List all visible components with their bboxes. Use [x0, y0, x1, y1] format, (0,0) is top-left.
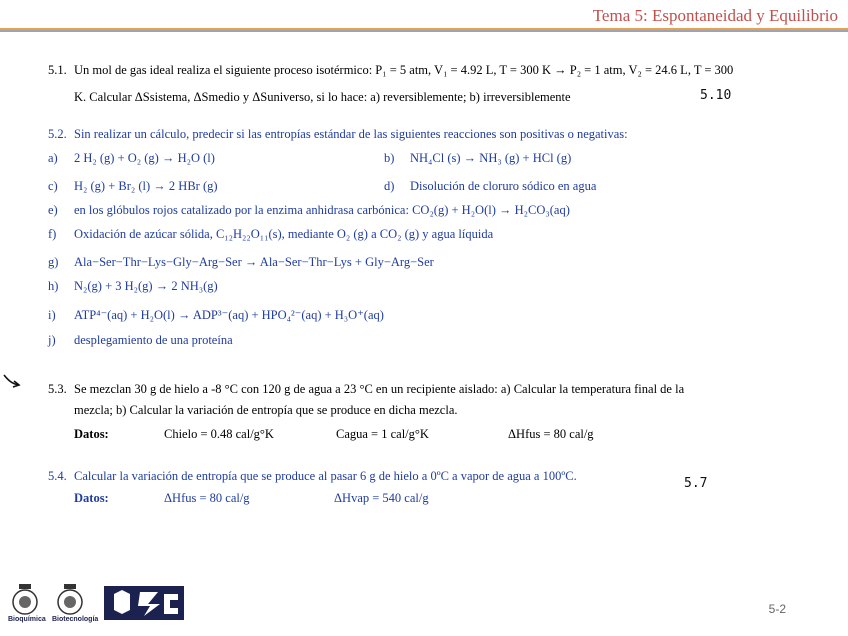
item-label: b)	[384, 151, 395, 165]
problem-number: 5.2.	[48, 127, 67, 141]
item-text: NH₄Cl (s) → NH₃ (g) + HCl (g)	[410, 151, 572, 165]
logo-label: Biotecnología	[52, 616, 99, 623]
footer-logos	[8, 580, 188, 636]
page-number: 5-2	[768, 602, 786, 616]
logo-label: Bioquímica	[8, 616, 46, 623]
problem-5-3-line2	[74, 402, 458, 418]
item-c	[48, 178, 218, 194]
item-label: h)	[48, 279, 59, 293]
item-label: a)	[48, 151, 58, 165]
problem-text: Un mol de gas ideal realiza el siguiente proceso isotérmico: P₁ = 5 atm, V₁ = 4.92 L, T = 300 K → P₂ = 1 atm, V₂ = 24.6 L, T = 300	[74, 63, 734, 77]
item-b	[384, 150, 571, 166]
item-text: Ala−Ser−Thr−Lys−Gly−Arg−Ser → Ala−Ser−Thr−Lys + Gly−Arg−Ser	[74, 255, 434, 269]
datos-value: ΔHvap = 540 cal/g	[334, 491, 429, 505]
item-label: c)	[48, 179, 58, 193]
datos-value: ΔHfus = 80 cal/g	[508, 427, 594, 441]
item-g	[48, 254, 434, 270]
problem-5-4-line1	[48, 468, 577, 484]
handwritten-arrow-icon	[2, 372, 24, 390]
problem-5-1-line1	[48, 62, 733, 78]
item-label: g)	[48, 255, 59, 269]
problem-5-3-datos	[74, 426, 109, 442]
item-f	[48, 226, 493, 242]
item-label: f)	[48, 227, 57, 241]
handwritten-note: 5.10	[700, 88, 732, 103]
item-h	[48, 278, 218, 294]
item-i	[48, 307, 384, 323]
item-text: H₂ (g) + Br₂ (l) → 2 HBr (g)	[74, 179, 218, 193]
item-e	[48, 202, 570, 218]
item-a	[48, 150, 215, 166]
problem-5-3-line1	[48, 381, 684, 397]
header-title: Tema 5: Espontaneidad y Equilibrio	[592, 6, 838, 25]
problem-5-2-intro	[48, 126, 628, 142]
problem-5-4-datos	[74, 490, 109, 506]
problem-text: Sin realizar un cálculo, predecir si las entropías estándar de las siguientes reacciones son positivas o negativas:	[74, 127, 628, 141]
item-j	[48, 332, 233, 348]
problem-number: 5.3.	[48, 382, 67, 396]
item-label: e)	[48, 203, 58, 217]
item-text: ATP⁴⁻(aq) + H₂O(l) → ADP³⁻(aq) + HPO₄²⁻(aq) + H₃O⁺(aq)	[74, 308, 384, 322]
problem-text: Se mezclan 30 g de hielo a -8 °C con 120 g de agua a 23 °C en un recipiente aislado: a) Calcular la temperatura final de la	[74, 382, 685, 396]
datos-label: Datos:	[74, 427, 109, 441]
datos-value: Chielo = 0.48 cal/g°K	[164, 427, 274, 441]
item-text: Disolución de cloruro sódico en agua	[410, 179, 597, 193]
item-label: j)	[48, 333, 56, 347]
item-text: 2 H₂ (g) + O₂ (g) → H₂O (l)	[74, 151, 215, 165]
university-logos-icon	[8, 580, 188, 632]
item-text: desplegamiento de una proteína	[74, 333, 233, 347]
problem-text: mezcla; b) Calcular la variación de entropía que se produce en dicha mezcla.	[74, 403, 458, 417]
item-label: i)	[48, 308, 56, 322]
problem-text: K. Calcular ΔSsistema, ΔSmedio y ΔSuniverso, si lo hace: a) reversiblemente; b) irreversiblemente	[74, 90, 571, 104]
header-rule	[0, 28, 848, 32]
item-text: N₂(g) + 3 H₂(g) → 2 NH₃(g)	[74, 279, 218, 293]
handwritten-note: 5.7	[684, 476, 708, 491]
problem-number: 5.4.	[48, 469, 67, 483]
datos-label: Datos:	[74, 491, 109, 505]
item-d	[384, 178, 596, 194]
item-text: Oxidación de azúcar sólida, C₁₂H₂₂O₁₁(s), mediante O₂ (g) a CO₂ (g) y agua líquida	[74, 227, 494, 241]
problem-number: 5.1.	[48, 63, 67, 77]
problem-5-1-line2	[74, 89, 571, 105]
item-text: en los glóbulos rojos catalizado por la enzima anhidrasa carbónica: CO₂(g) + H₂O(l) → H₂CO₃(aq)	[74, 203, 570, 217]
datos-value: Cagua = 1 cal/g°K	[336, 427, 429, 441]
datos-value: ΔHfus = 80 cal/g	[164, 491, 250, 505]
item-label: d)	[384, 179, 395, 193]
problem-text: Calcular la variación de entropía que se produce al pasar 6 g de hielo a 0ºC a vapor de agua a 100ºC.	[74, 469, 577, 483]
